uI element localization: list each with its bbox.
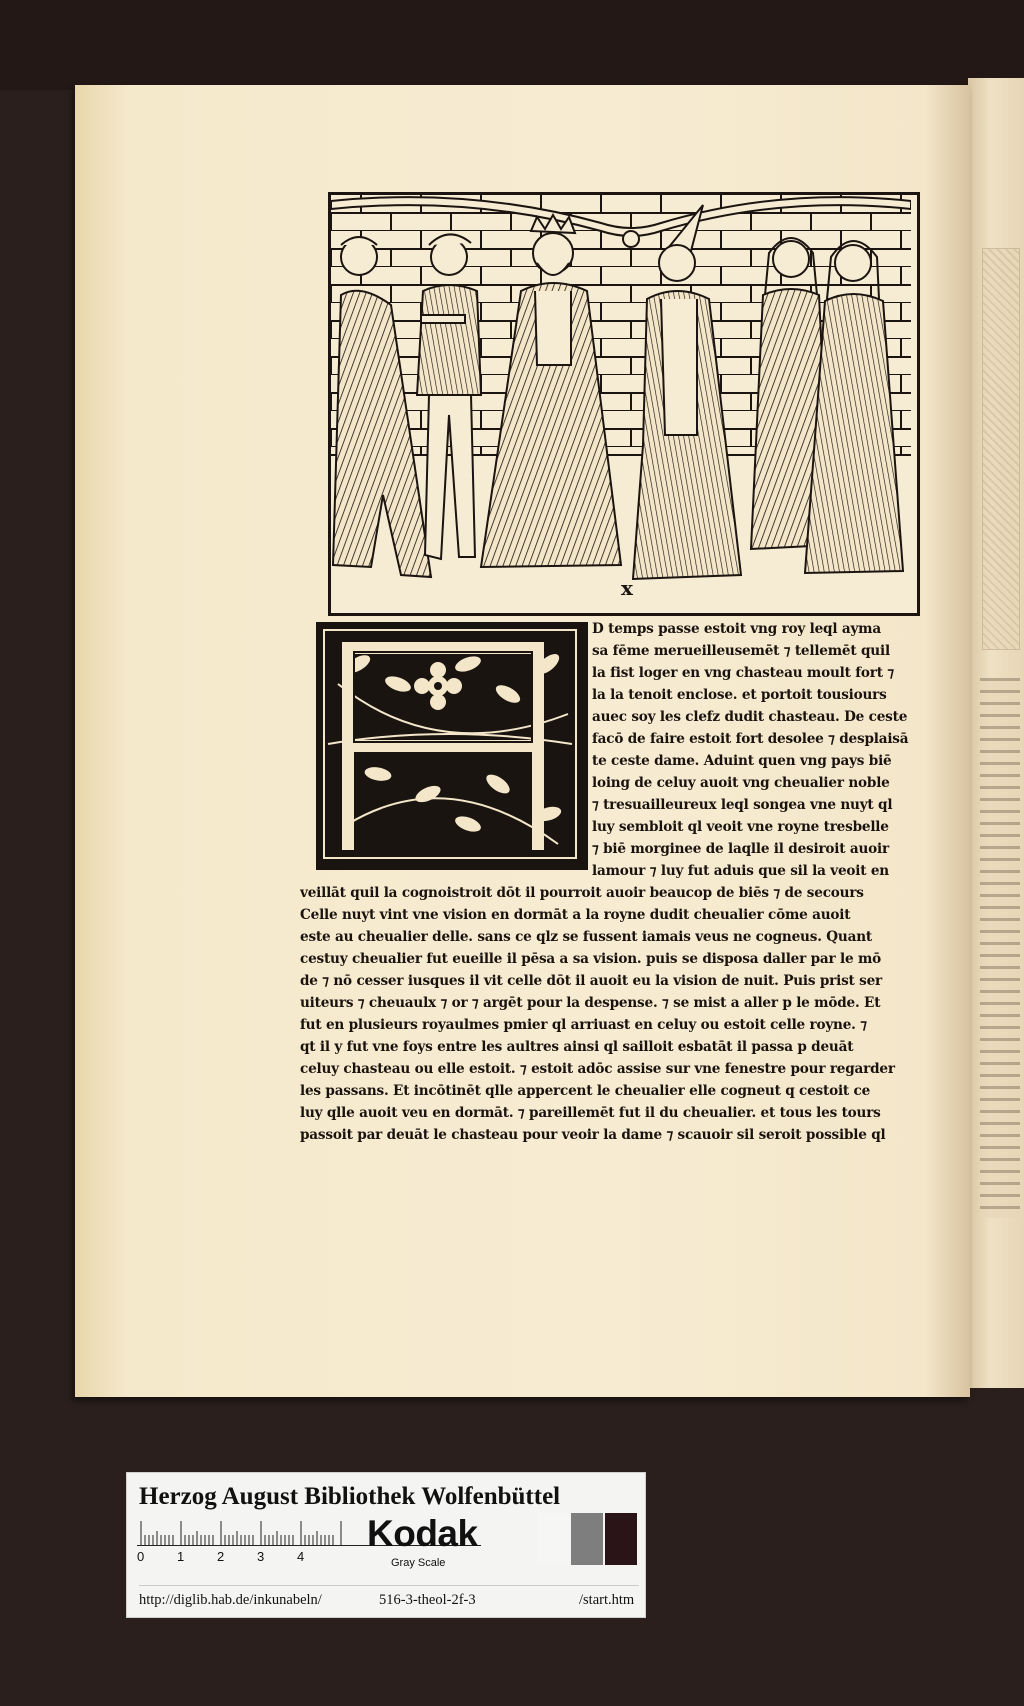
kodak-brand: Kodak bbox=[367, 1513, 478, 1554]
ruler-number: 4 bbox=[297, 1549, 305, 1564]
swatch-gray bbox=[571, 1513, 603, 1565]
text-line: auec soy les clefz dudit chasteau. De ceste bbox=[592, 709, 908, 725]
woodcut-illustration bbox=[328, 192, 920, 616]
ruler-numbers bbox=[137, 1549, 337, 1567]
text-line: ⁊ biē morginee de laqlle il desiroit auoir bbox=[592, 841, 889, 857]
text-line: luy sembloit ql veoit vne royne tresbelle bbox=[592, 819, 889, 835]
text-line: loing de celuy auoit vng cheualier noble bbox=[592, 775, 890, 791]
text-line: facō de faire estoit fort desolee ⁊ desplaisā bbox=[592, 731, 909, 747]
text-line: veillāt quil la cognoistroit dōt il pourroit auoir beaucop de biēs ⁊ de secours bbox=[300, 885, 864, 901]
text-line: luy qlle auoit veu en dormāt. ⁊ pareillemēt fut il du cheualier. et tous les tours bbox=[300, 1105, 881, 1121]
text-line: D temps passe estoit vng roy leql ayma bbox=[592, 621, 881, 637]
text-line: la la tenoit enclose. et portoit tousiours bbox=[592, 687, 887, 703]
text-line: les passans. Et incōtinēt qlle appercent le cheualier elle cogneut q cestoit ce bbox=[300, 1083, 871, 1099]
text-line: ⁊ tresuailleureux leql songea vne nuyt ql bbox=[592, 797, 893, 813]
library-name: Herzog August Bibliothek Wolfenbüttel bbox=[139, 1483, 561, 1510]
gray-scale-label: Gray Scale bbox=[391, 1557, 446, 1569]
ruler-number: 1 bbox=[177, 1549, 185, 1564]
page-text bbox=[300, 618, 925, 1143]
text-line: te ceste dame. Aduint quen vng pays biē bbox=[592, 753, 892, 769]
text-line: lamour ⁊ luy fut aduis que sil la veoit en bbox=[592, 863, 889, 879]
ruler-number: 2 bbox=[217, 1549, 225, 1564]
text-line: sa fēme merueilleusemēt ⁊ tellemēt quil bbox=[592, 643, 890, 659]
woodcut-drawing bbox=[331, 195, 911, 607]
text-line: qt il y fut vne foys entre les aultres ainsi ql sailloit esbatāt il passa p deuāt bbox=[300, 1039, 854, 1055]
text-line: uiteurs ⁊ cheuaulx ⁊ or ⁊ argēt pour la despense. ⁊ se mist a aller p le mōde. Et bbox=[300, 995, 881, 1011]
text-line: este au cheualier delle. sans ce qlz se fussent iamais veus ne cogneus. Quant bbox=[300, 929, 872, 945]
adjacent-page-edge bbox=[968, 78, 1024, 1388]
shelfmark: 516-3-theol-2f-3 bbox=[379, 1592, 476, 1608]
text-line: fut en plusieurs royaulmes pmier ql arriuast en celuy ou estoit celle royne. ⁊ bbox=[300, 1017, 867, 1033]
ruler-number: 3 bbox=[257, 1549, 265, 1564]
label-url-row bbox=[139, 1585, 639, 1610]
text-line: Celle nuyt vint vne vision en dormāt a la royne dudit cheualier cōme auoit bbox=[300, 907, 851, 923]
library-label-card bbox=[126, 1472, 646, 1618]
swatch-white bbox=[537, 1513, 569, 1565]
adjacent-page-illustration bbox=[982, 248, 1020, 650]
library-url: http://diglib.hab.de/inkunabeln/ bbox=[139, 1592, 322, 1608]
text-line: celuy chasteau ou elle estoit. ⁊ estoit adōc assise sur vne fenestre pour regarder bbox=[300, 1061, 895, 1077]
adjacent-page-text bbox=[980, 678, 1020, 1218]
scanner-background-top bbox=[0, 0, 1024, 90]
text-line: la fist loger en vng chasteau moult fort ⁊ bbox=[592, 665, 894, 681]
start-page: /start.htm bbox=[579, 1592, 635, 1608]
text-line: passoit par deuāt le chasteau pour veoir la dame ⁊ scauoir sil seroit possible ql bbox=[300, 1127, 886, 1143]
gray-scale-swatches bbox=[537, 1513, 637, 1571]
swatch-black bbox=[605, 1513, 637, 1565]
ruler-number: 0 bbox=[137, 1549, 145, 1564]
text-line: cestuy cheualier fut eueille il pēsa a sa vision. puis se disposa daller par le mō bbox=[300, 951, 882, 967]
signature-mark: x bbox=[621, 576, 633, 600]
text-line: de ⁊ nō cesser iusques il vit celle dōt il auoit eu la vision de nuit. Puis prist ser bbox=[300, 973, 883, 989]
